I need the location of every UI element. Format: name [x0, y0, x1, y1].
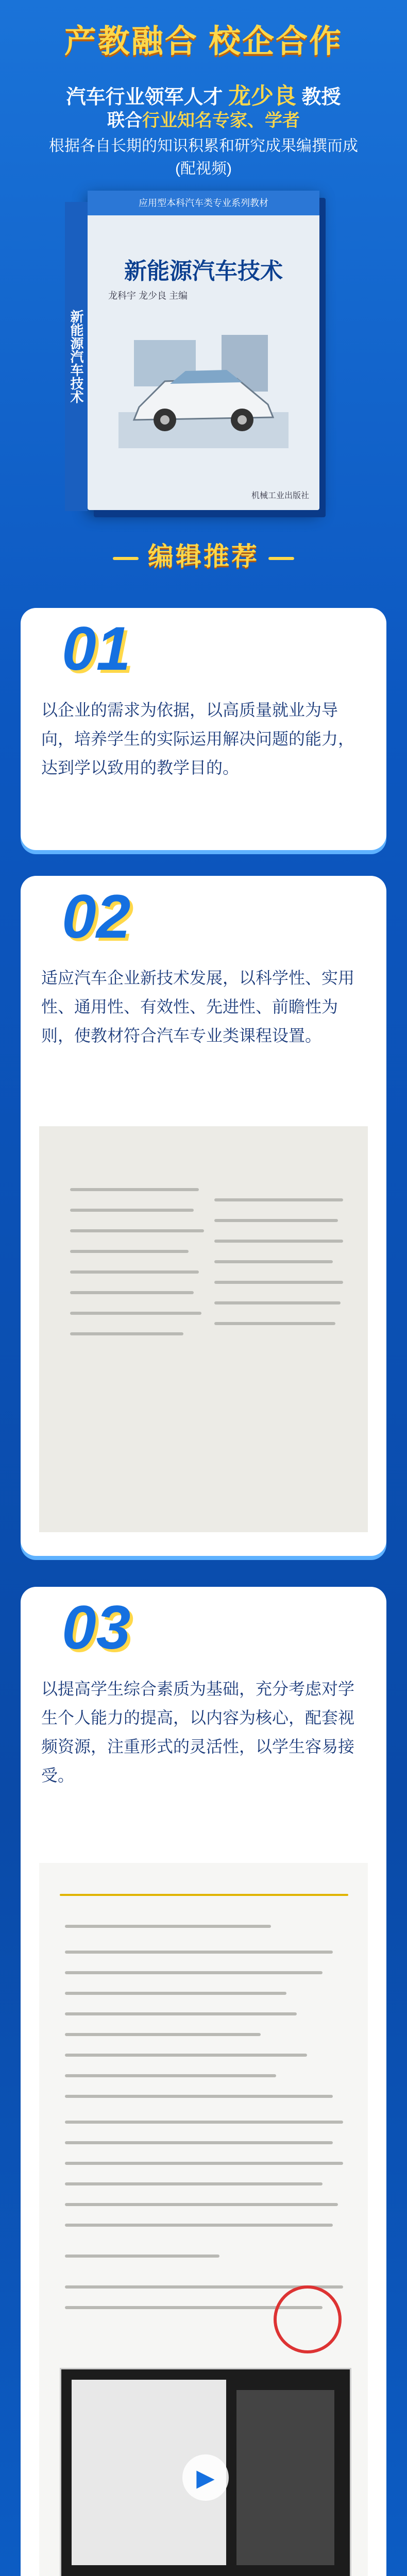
hero-line-1-pre: 汽车行业领军人才	[66, 87, 228, 108]
video-thumbnail[interactable]	[60, 2368, 351, 2576]
recommend-card-3	[21, 1587, 386, 2576]
book-title: 新能源汽车技术	[124, 259, 283, 284]
hero-title: 产教融合 校企合作	[64, 24, 343, 59]
recommend-text-3: 以提高学生综合素质为基础，充分考虑对学生个人能力的提高，以内容为核心，配套视频资源，注重形式的灵活性，以学生容易接受。	[41, 1680, 355, 1785]
recommend-num-2: 02	[62, 882, 131, 951]
recommend-card-2	[21, 876, 386, 1556]
play-icon[interactable]: ▶	[182, 2454, 229, 2501]
recommend-num-3: 03	[62, 1593, 131, 1662]
hero-line-1-post: 教授	[296, 87, 341, 108]
book-author: 龙科宇 龙少良 主编	[108, 291, 188, 301]
hero-line-1	[0, 77, 407, 110]
car-illustration-icon	[118, 319, 289, 448]
hero-line-3: 根据各自长期的知识积累和研究成果编撰而成	[49, 138, 358, 155]
recommend-heading-text: 编辑推荐	[148, 542, 259, 571]
hero-line-4: (配视频)	[175, 160, 232, 177]
textbook-page-photo	[36, 1860, 371, 2576]
recommend-text-1: 以企业的需求为依据，以高质量就业为导向，培养学生的实际运用解决问题的能力，达到学以致用的教学目的。	[41, 701, 355, 777]
hero-line-2-highlight: 行业知名专家、学者	[142, 111, 300, 130]
book-publisher: 机械工业出版社	[251, 492, 309, 500]
recommend-heading	[0, 536, 407, 573]
recommend-num-1: 01	[62, 614, 131, 683]
book-spine: 新能源汽车技术	[65, 202, 88, 511]
hero-line-2-pre: 联合	[107, 111, 142, 130]
recommend-text-2: 适应汽车企业新技术发展，以科学性、实用性、通用性、有效性、先进性、前瞻性为则，使教材符合汽车专业类课程设置。	[41, 969, 355, 1045]
recommend-card-1	[21, 608, 386, 850]
hero-line-2	[0, 106, 407, 131]
hero-author-name: 龙少良	[228, 83, 296, 109]
textbook-spread-photo	[36, 1123, 371, 1535]
book-series-band: 应用型本科汽车类专业系列教材	[88, 191, 319, 215]
book-cover	[69, 191, 319, 510]
qr-highlight-circle	[274, 2285, 342, 2353]
